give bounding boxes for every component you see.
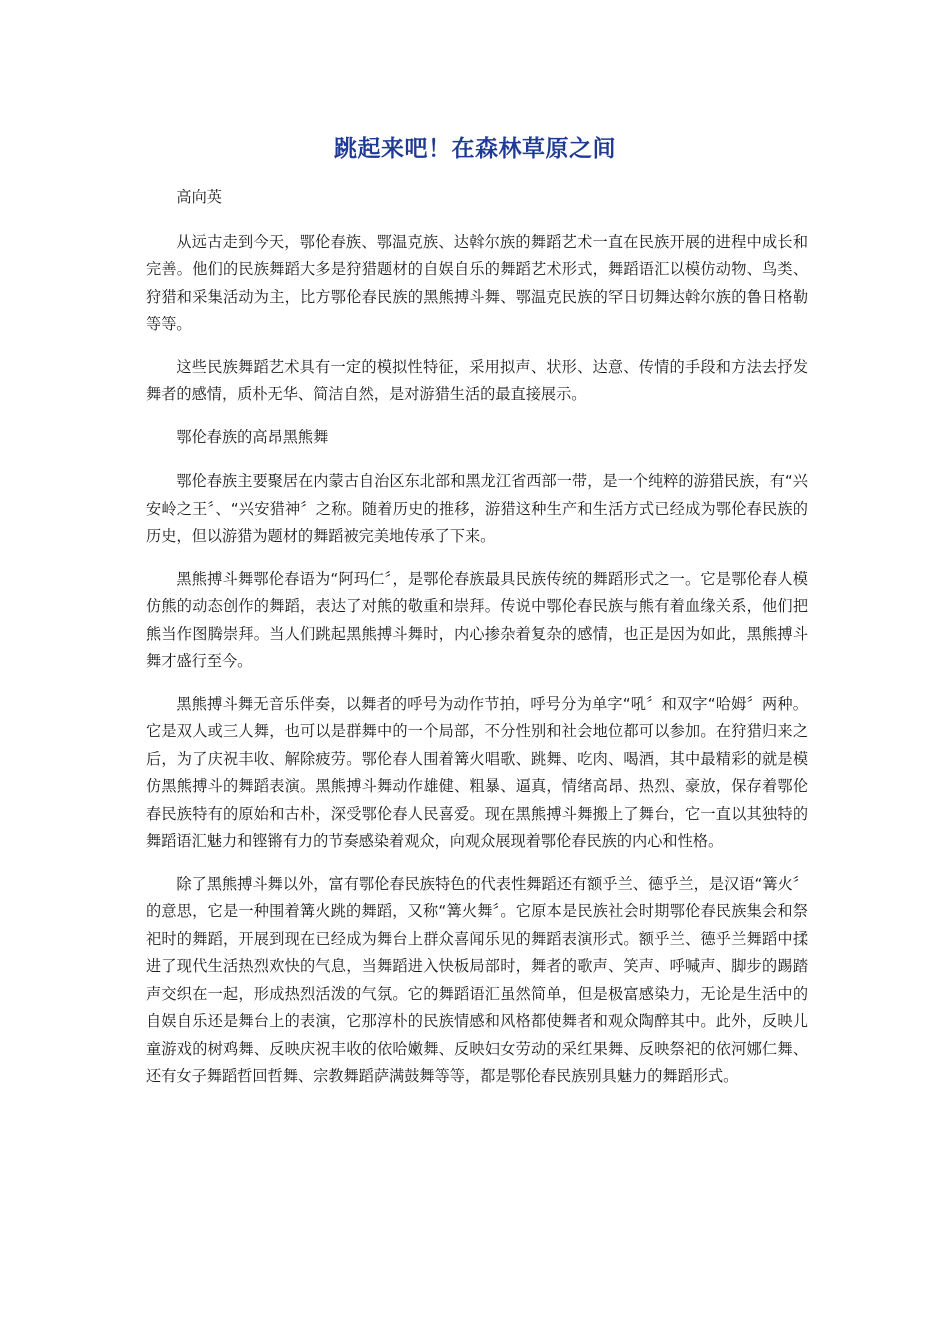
section-heading: 鄂伦春族的高昂黑熊舞 [176,427,329,446]
paragraph-intro: 从远古走到今天，鄂伦春族、鄂温克族、达斡尔族的舞蹈艺术一直在民族开展的进程中成长和完善。他们的民族舞蹈大多是狩猎题材的自娱自乐的舞蹈艺术形式，舞蹈语汇以模仿动物、鸟类、狩猎和采集活动为主，比方鄂伦春民族的黑熊搏斗舞、鄂温克民族的罕日切舞达斡尔族的鲁日格勒等等。 [146,232,808,333]
paragraph-characteristics: 这些民族舞蹈艺术具有一定的模拟性特征，采用拟声、状形、达意、传情的手段和方法去抒发舞者的感情，质朴无华、简洁自然，是对游猎生活的最直接展示。 [146,357,808,403]
paragraph-bear-dance-performance: 黑熊搏斗舞无音乐伴奏，以舞者的呼号为动作节拍，呼号分为单字“吼〞和双字“哈姆〞两种。它是双人或三人舞，也可以是群舞中的一个局部，不分性别和社会地位都可以参加。在狩猎归来之后，为了庆祝丰收、解除疲劳。鄂伦春人围着篝火唱歌、跳舞、吃肉、喝酒，其中最精彩的就是模仿黑熊搏斗的舞蹈表演。黑熊搏斗舞动作雄健、粗暴、逼真，情绪高昂、热烈、豪放，保存着鄂伦春民族特有的原始和古朴，深受鄂伦春人民喜爱。现在黑熊搏斗舞搬上了舞台，它一直以其独特的舞蹈语汇魅力和铿锵有力的节奏感染着观众，向观众展现着鄂伦春民族的内心和性格。 [146,694,808,850]
article-body [146,184,808,1106]
paragraph-bear-dance-origin: 黑熊搏斗舞鄂伦春语为“阿玛仁〞，是鄂伦春族最具民族传统的舞蹈形式之一。它是鄂伦春人模仿熊的动态创作的舞蹈，表达了对熊的敬重和崇拜。传说中鄂伦春民族与熊有着血缘关系，他们把熊当作图腾崇拜。当人们跳起黑熊搏斗舞时，内心掺杂着复杂的感情，也正是因为如此，黑熊搏斗舞才盛行至今。 [146,569,808,670]
paragraph-oroqen-people: 鄂伦春族主要聚居在内蒙古自治区东北部和黑龙江省西部一带，是一个纯粹的游猎民族，有“兴安岭之王〞、“兴安猎神〞之称。随着历史的推移，游猎这种生产和生活方式已经成为鄂伦春民族的历史，但以游猎为题材的舞蹈被完美地传承了下来。 [146,472,808,545]
author-line: 高向英 [176,188,222,206]
article-title: 跳起来吧！在森林草原之间 [334,136,616,162]
paragraph-bonfire-dance: 除了黑熊搏斗舞以外，富有鄂伦春民族特色的代表性舞蹈还有额乎兰、德乎兰，是汉语“篝火〞的意思，它是一种围着篝火跳的舞蹈，又称“篝火舞〞。它原本是民族社会时期鄂伦春民族集会和祭祀时的舞蹈，开展到现在已经成为舞台上群众喜闻乐见的舞蹈表演形式。额乎兰、德乎兰舞蹈中揉进了现代生活热烈欢快的气息，当舞蹈进入快板局部时，舞者的歌声、笑声、呼喊声、脚步的踢踏声交织在一起，形成热烈活泼的气氛。它的舞蹈语汇虽然简单，但是极富感染力，无论是生活中的自娱自乐还是舞台上的表演，它那淳朴的民族情感和风格都使舞者和观众陶醉其中。此外，反映儿童游戏的树鸡舞、反映庆祝丰收的依哈嫩舞、反映妇女劳动的采红果舞、反映祭祀的依河娜仁舞、还有女子舞蹈哲回哲舞、宗教舞蹈萨满鼓舞等等，都是鄂伦春民族别具魅力的舞蹈形式。 [146,874,808,1085]
